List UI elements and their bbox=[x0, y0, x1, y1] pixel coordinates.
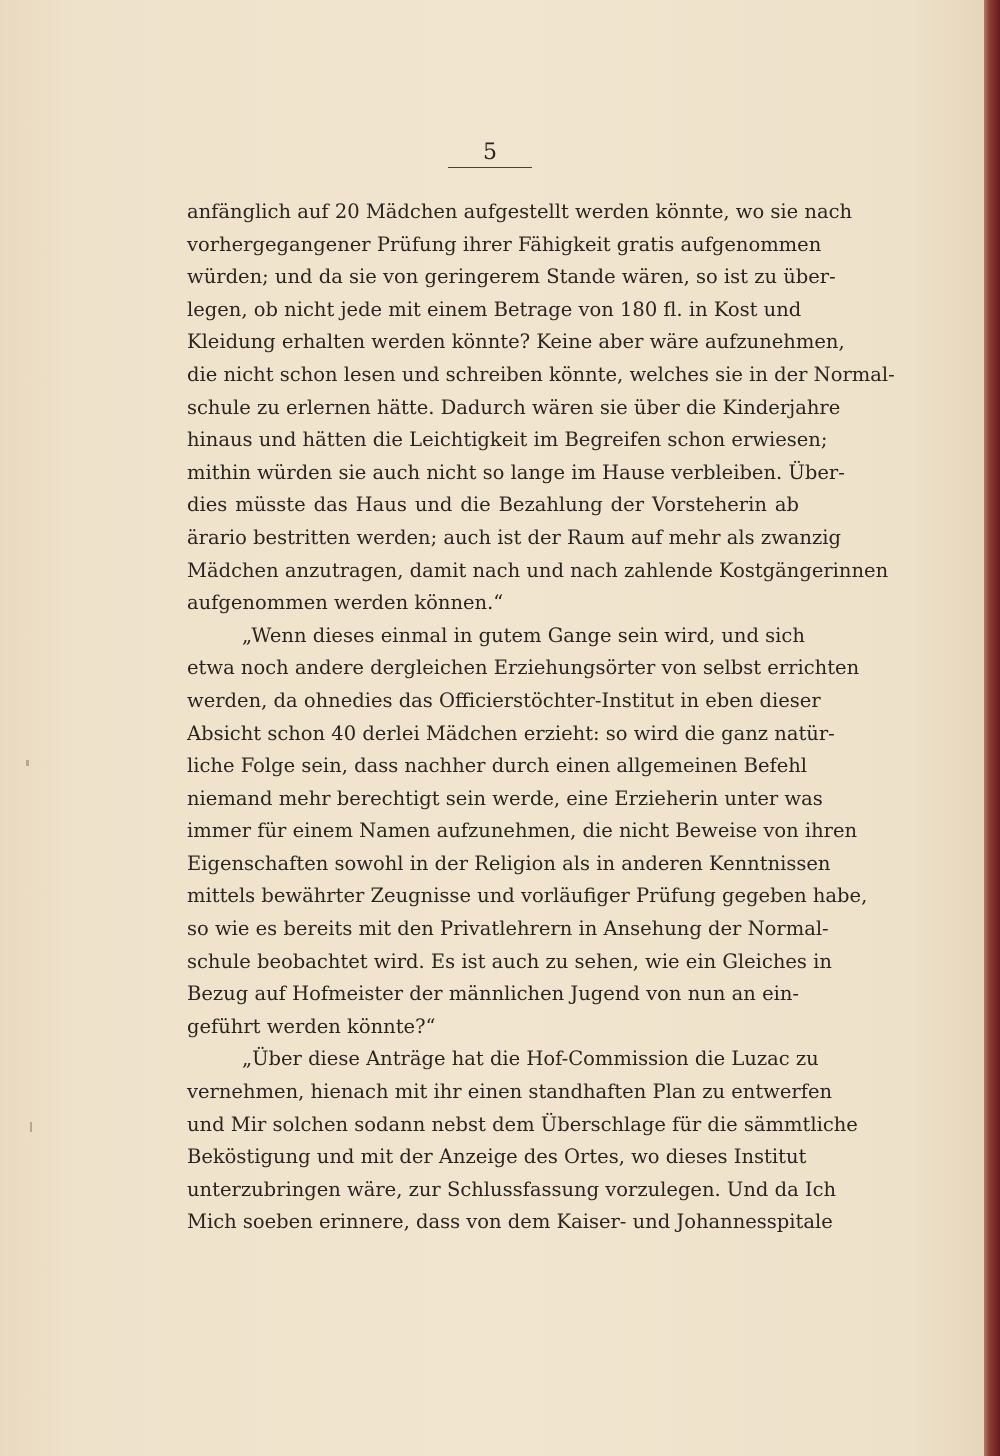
text-line: Mädchen anzutragen, damit nach und nach zahlende Kostgängerinnen bbox=[187, 558, 889, 582]
text-line: mithin würden sie auch nicht so lange im Hause verbleiben. Über- bbox=[187, 460, 845, 484]
page-number: 5 bbox=[483, 140, 497, 165]
text-line: die nicht schon lesen und schreiben könnte, welches sie in der Normal- bbox=[187, 362, 895, 386]
text-line: aufgenommen werden können.“ bbox=[187, 591, 504, 615]
text-line: geführt werden könnte?“ bbox=[187, 1014, 436, 1038]
text-line: unterzubringen wäre, zur Schlussfassung vorzulegen. Und da Ich bbox=[187, 1177, 837, 1201]
paragraph-start-line: „Wenn dieses einmal in gutem Gange sein wird, und sich bbox=[242, 623, 805, 647]
paper-blemish bbox=[26, 760, 29, 766]
text-line: immer für einem Namen aufzunehmen, die nicht Beweise von ihren bbox=[187, 819, 858, 843]
text-line: Kleidung erhalten werden könnte? Keine aber wäre aufzunehmen, bbox=[187, 330, 845, 354]
header-rule bbox=[448, 167, 532, 168]
text-line: dies müsste das Haus und die Bezahlung der Vorsteherin ab bbox=[187, 493, 799, 517]
text-line: etwa noch andere dergleichen Erziehungsörter von selbst errichten bbox=[187, 656, 860, 680]
text-line: legen, ob nicht jede mit einem Betrage von 180 fl. in Kost und bbox=[187, 297, 802, 321]
text-line: Absicht schon 40 derlei Mädchen erzieht: so wird die ganz natür- bbox=[187, 721, 835, 745]
text-line: und Mir solchen sodann nebst dem Überschlage für die sämmtliche bbox=[187, 1112, 858, 1136]
text-line: Bezug auf Hofmeister der männlichen Jugend von nun an ein- bbox=[187, 982, 799, 1006]
text-line: Eigenschaften sowohl in der Religion als in anderen Kenntnissen bbox=[187, 851, 831, 875]
text-line: Mich soeben erinnere, dass von dem Kaiser- und Johannesspitale bbox=[187, 1210, 833, 1234]
text-line: schule beobachtet wird. Es ist auch zu sehen, wie ein Gleiches in bbox=[187, 949, 832, 973]
text-line: schule zu erlernen hätte. Dadurch wären sie über die Kinderjahre bbox=[187, 395, 841, 419]
text-line: würden; und da sie von geringerem Stande wären, so ist zu über- bbox=[187, 265, 836, 289]
text-line: so wie es bereits mit den Privatlehrern in Ansehung der Normal- bbox=[187, 917, 829, 941]
text-line: niemand mehr berechtigt sein werde, eine Erzieherin unter was bbox=[187, 786, 823, 810]
text-line: vorhergegangener Prüfung ihrer Fähigkeit gratis aufgenommen bbox=[187, 232, 822, 256]
text-line: mittels bewährter Zeugnisse und vorläufiger Prüfung gegeben habe, bbox=[187, 884, 868, 908]
text-line: Beköstigung und mit der Anzeige des Ortes, wo dieses Institut bbox=[187, 1145, 807, 1169]
text-line: anfänglich auf 20 Mädchen aufgestellt werden könnte, wo sie nach bbox=[187, 200, 853, 223]
paper-blemish bbox=[30, 1122, 32, 1132]
paragraph-start-line: „Über diese Anträge hat die Hof-Commission die Luzac zu bbox=[242, 1047, 819, 1071]
text-line: liche Folge sein, dass nachher durch einen allgemeinen Befehl bbox=[187, 754, 808, 778]
body-text bbox=[187, 196, 895, 1239]
text-line: werden, da ohnedies das Officierstöchter-Institut in eben dieser bbox=[187, 688, 821, 712]
text-line: ärario bestritten werden; auch ist der Raum auf mehr als zwanzig bbox=[187, 525, 841, 549]
text-line: hinaus und hätten die Leichtigkeit im Begreifen schon erwiesen; bbox=[187, 428, 828, 452]
book-binding-edge bbox=[984, 0, 1000, 1456]
text-line: vernehmen, hienach mit ihr einen standhaften Plan zu entwerfen bbox=[187, 1080, 833, 1104]
